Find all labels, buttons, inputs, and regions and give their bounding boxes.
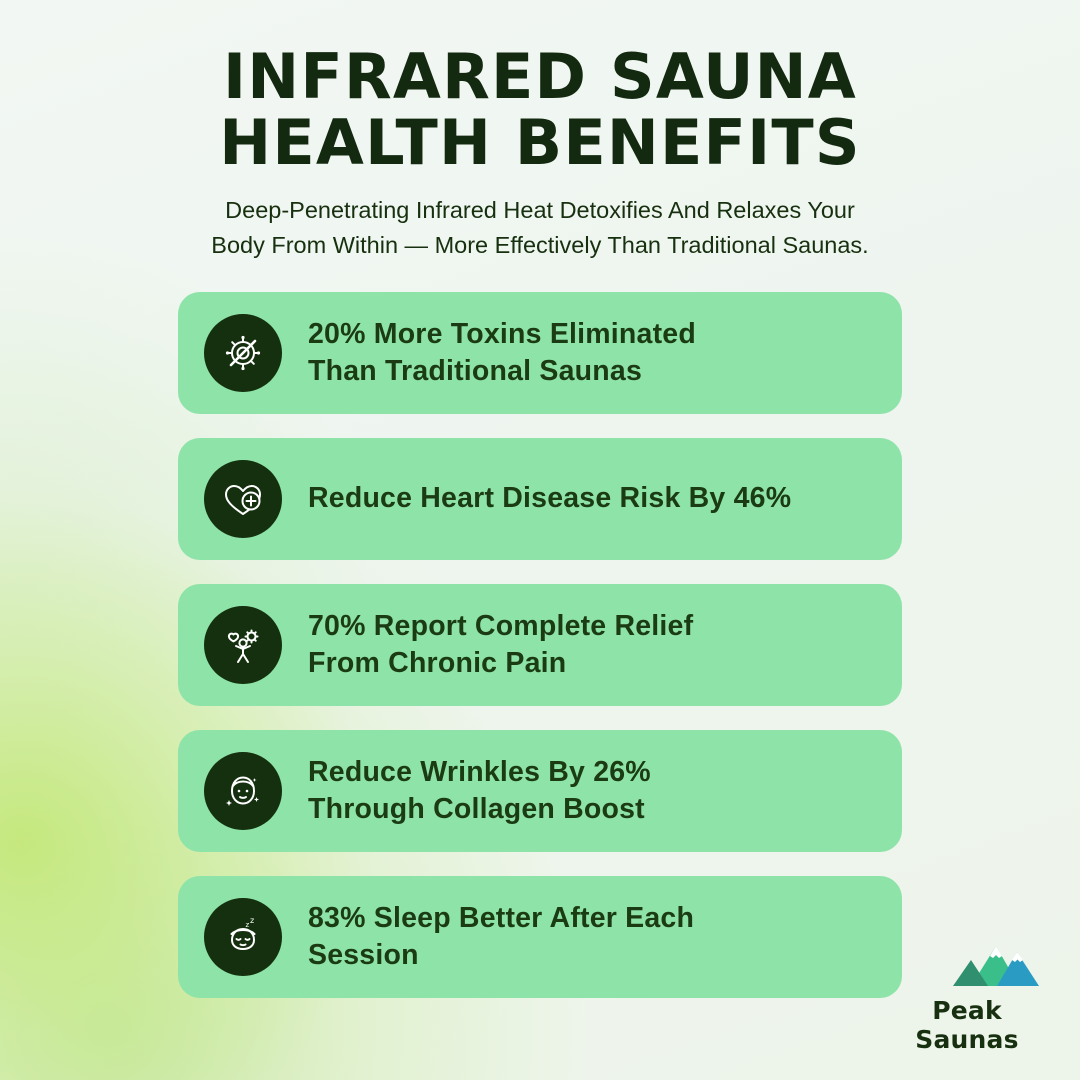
face-glowing-skin-icon xyxy=(204,752,282,830)
benefit-item xyxy=(178,438,902,560)
benefit-text-line: Reduce Wrinkles By 26% xyxy=(308,756,651,789)
mountain-peaks-icon xyxy=(893,938,1041,994)
page-title-line-1: INFRARED SAUNA xyxy=(223,40,857,113)
page-subtitle-line-1: Deep-Penetrating Infrared Heat Detoxifies And Relaxes Your xyxy=(225,197,855,224)
benefit-item xyxy=(178,292,902,414)
page-title xyxy=(0,0,1080,179)
virus-blocked-icon xyxy=(204,314,282,392)
benefit-text-line: Reduce Heart Disease Risk By 46% xyxy=(308,482,792,515)
person-pain-relief-icon xyxy=(204,606,282,684)
sleeping-face-icon xyxy=(204,898,282,976)
benefit-text-line: Than Traditional Saunas xyxy=(308,354,642,387)
svg-text:z: z xyxy=(250,915,255,925)
page-subtitle-line-2: Body From Within — More Effectively Than Traditional Saunas. xyxy=(211,231,869,258)
benefit-text-line: 83% Sleep Better After Each xyxy=(308,902,695,935)
page-subtitle xyxy=(150,193,930,261)
page-title-line-2: HEALTH BENEFITS xyxy=(219,105,861,179)
benefits-list xyxy=(178,292,902,998)
benefit-item xyxy=(178,730,902,852)
benefit-text-line: From Chronic Pain xyxy=(308,646,567,679)
benefit-text xyxy=(308,754,651,827)
benefit-text xyxy=(308,316,696,389)
benefit-text-line: 70% Report Complete Relief xyxy=(308,610,694,643)
benefit-text-line: Session xyxy=(308,938,419,971)
svg-text:z: z xyxy=(245,920,250,929)
benefit-text-line: 20% More Toxins Eliminated xyxy=(308,318,696,351)
brand-logo xyxy=(882,938,1052,1054)
benefit-item xyxy=(178,584,902,706)
benefit-text-line: Through Collagen Boost xyxy=(308,792,645,825)
benefit-item xyxy=(178,876,902,998)
benefit-text xyxy=(308,608,693,681)
benefit-text xyxy=(308,900,694,973)
heart-medical-cross-icon xyxy=(204,460,282,538)
benefit-text xyxy=(308,480,791,516)
brand-name: Peak Saunas xyxy=(915,996,1019,1054)
